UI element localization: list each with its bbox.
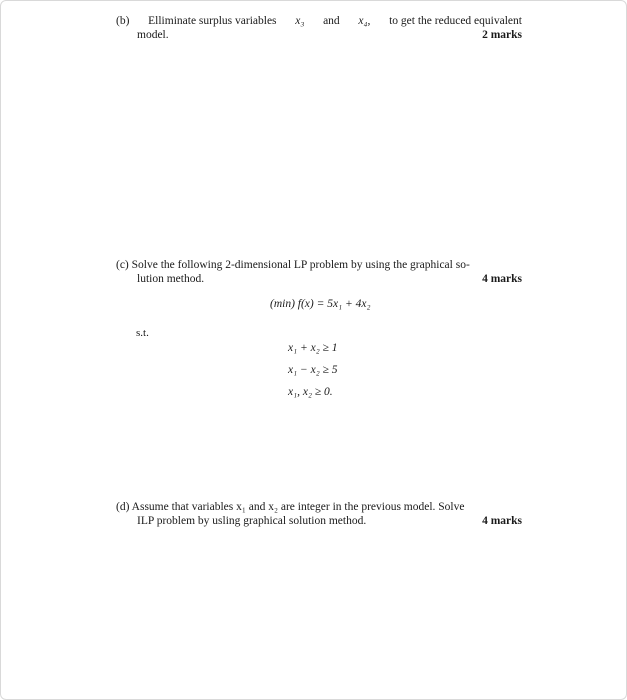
question-b	[116, 14, 522, 42]
question-b-marks: 2 marks	[482, 29, 522, 41]
question-d-text-2: ILP problem by usling graphical solution method.	[137, 515, 367, 527]
question-b-line-1	[116, 14, 522, 28]
subject-to-label: s.t.	[136, 327, 149, 339]
question-b-label: (b)	[116, 15, 130, 27]
question-b-and: and	[323, 15, 340, 27]
question-c-text-1: Solve the following 2-dimensional LP problem by using the graphical so-	[131, 259, 470, 271]
question-d-line-1	[116, 500, 522, 514]
variable-x4: x₄,	[358, 15, 371, 27]
question-b-text-a: Elliminate surplus variables	[148, 15, 277, 27]
constraint-2: x₁ − x₂ ≥ 5	[288, 364, 338, 376]
question-c-line-1	[116, 258, 522, 272]
question-b-line-2	[116, 28, 522, 42]
objective-function: (min) f(x) = 5x₁ + 4x₂	[270, 298, 371, 310]
constraint-1: x₁ + x₂ ≥ 1	[288, 342, 338, 354]
question-b-text-b: to get the reduced equivalent	[389, 15, 522, 27]
question-d-text-1: Assume that variables x₁ and x₂ are integer in the previous model. Solve	[131, 501, 465, 513]
variable-x3: x₃	[295, 15, 305, 27]
question-c-line-2	[116, 272, 522, 286]
question-d-line-2	[116, 514, 522, 528]
constraint-3: x₁, x₂ ≥ 0.	[288, 386, 333, 398]
question-c-label: (c)	[116, 259, 129, 271]
question-d	[116, 500, 522, 528]
question-c-marks: 4 marks	[482, 273, 522, 285]
question-d-marks: 4 marks	[482, 515, 522, 527]
question-c-text-2: lution method.	[137, 273, 205, 285]
question-c	[116, 258, 522, 286]
question-d-label: (d)	[116, 501, 130, 513]
question-b-text-2: model.	[137, 29, 169, 41]
